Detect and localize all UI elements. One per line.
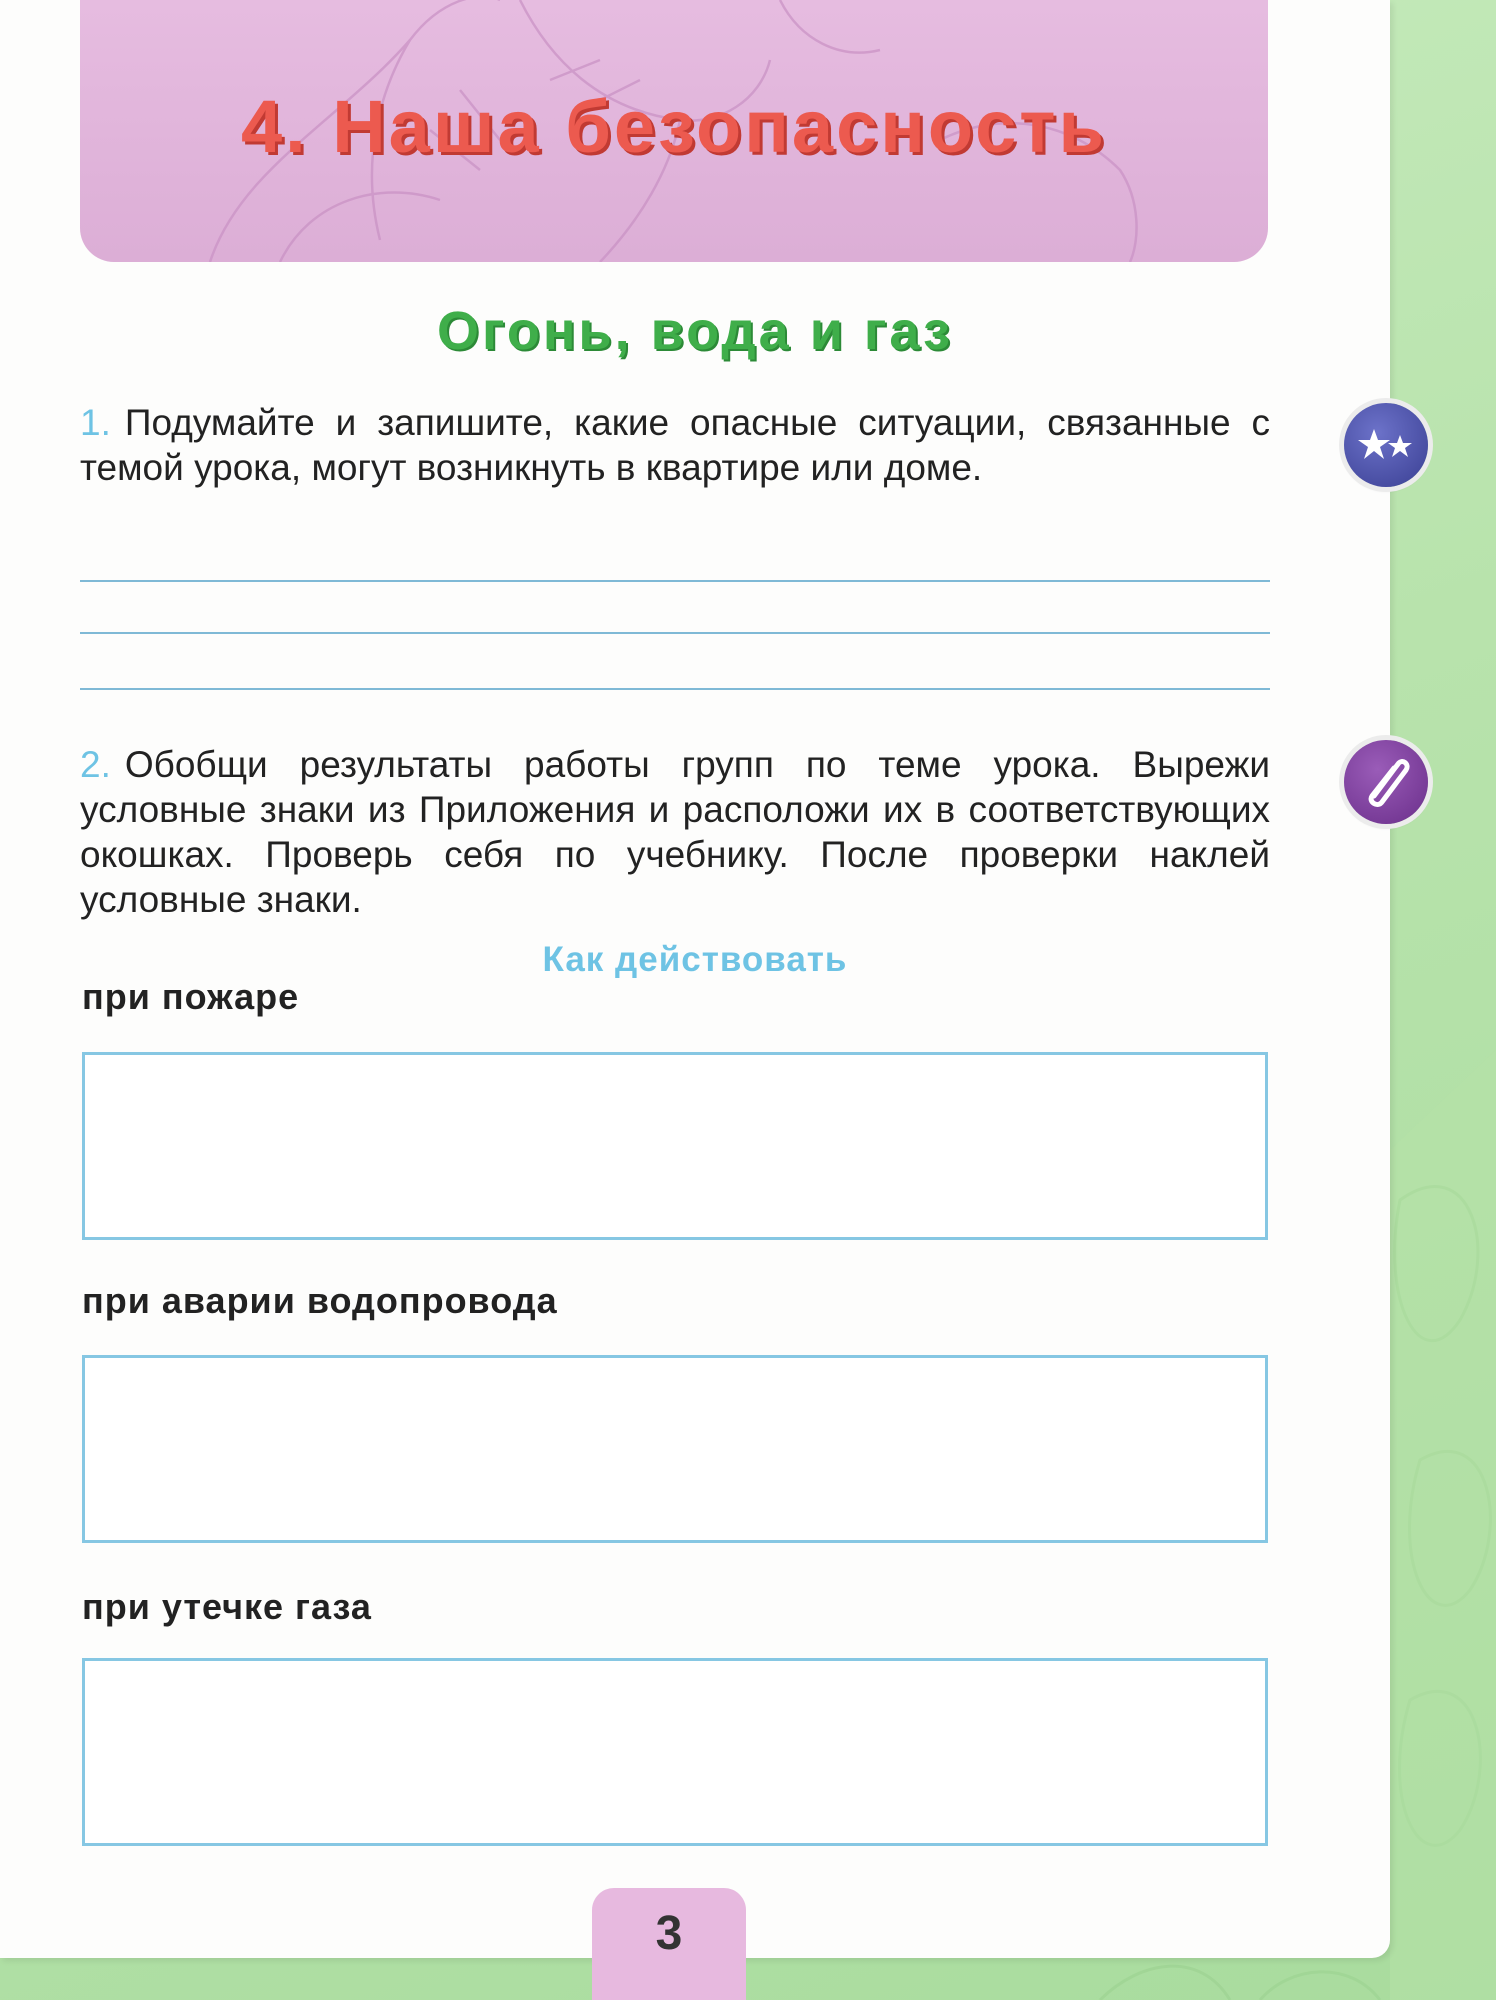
task-1 xyxy=(80,400,1270,490)
case-label-water: при аварии водопровода xyxy=(82,1280,558,1321)
paperclip-icon xyxy=(1344,740,1428,824)
page-number: 3 xyxy=(655,1907,683,1960)
stars-icon xyxy=(1344,403,1428,487)
task-text: Подумайте и запишите, какие опасные ситуации, связанные с темой урока, могут возникнуть в квартире или доме. xyxy=(80,402,1270,488)
answer-line[interactable] xyxy=(80,580,1270,582)
sticker-box-water[interactable] xyxy=(82,1355,1268,1543)
sticker-box-fire[interactable] xyxy=(82,1052,1268,1240)
case-label-fire: при пожаре xyxy=(82,976,300,1017)
task-2 xyxy=(80,742,1270,922)
sticker-box-gas[interactable] xyxy=(82,1658,1268,1846)
lesson-title: Огонь, вода и газ xyxy=(437,301,953,361)
chapter-header xyxy=(80,0,1268,262)
answer-line[interactable] xyxy=(80,688,1270,690)
page-number-tab xyxy=(592,1888,746,2000)
section-subheading: Как действовать xyxy=(542,940,848,979)
task-number: 2. xyxy=(80,744,111,785)
task-text: Обобщи результаты работы групп по теме урока. Вырежи условные знаки из Приложения и расположи их в соответствующих окошках. Проверь себя по учебнику. После проверки наклей условные знаки. xyxy=(80,744,1270,920)
task-number: 1. xyxy=(80,402,111,443)
case-label-gas: при утечке газа xyxy=(82,1586,372,1627)
chapter-title: 4. Наша безопасность xyxy=(240,85,1108,168)
answer-line[interactable] xyxy=(80,632,1270,634)
